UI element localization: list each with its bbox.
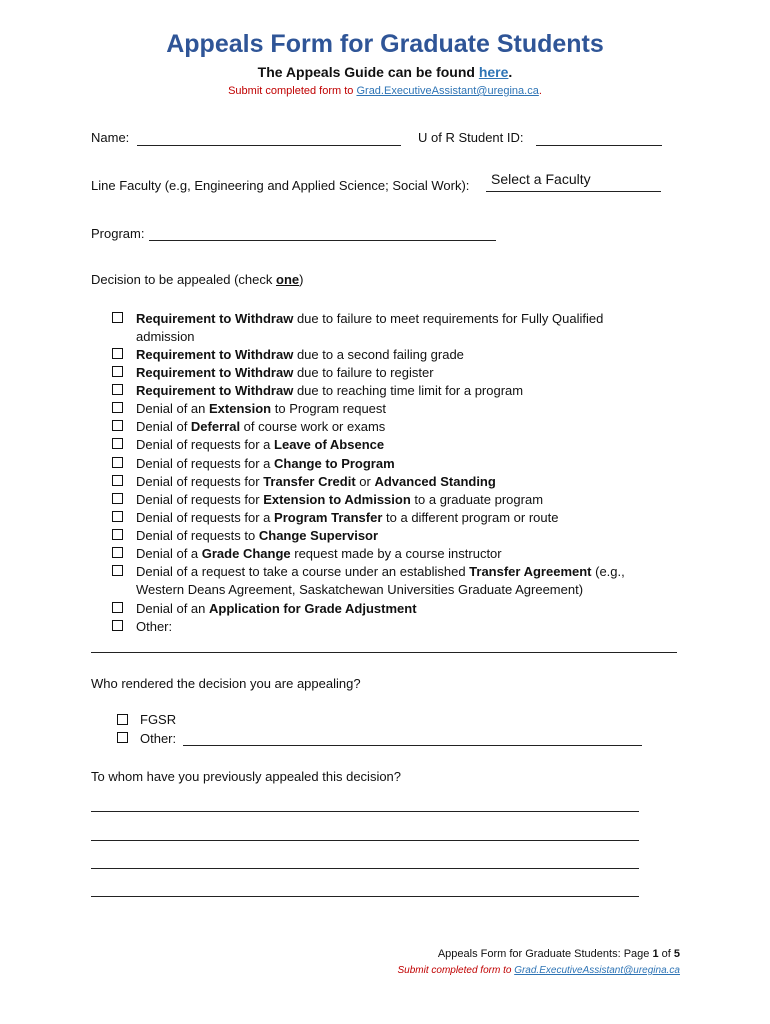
decision-option-post: to Program request (271, 401, 387, 416)
decision-option-bold: Change to Program (274, 456, 395, 471)
decision-option-post: or (355, 474, 375, 489)
decision-checkbox[interactable] (112, 384, 123, 395)
guide-suffix: . (508, 64, 513, 80)
decision-option-post: to a different program or route (382, 510, 559, 525)
student-id-label: U of R Student ID: (418, 130, 524, 145)
decision-option-label (136, 436, 656, 454)
student-id-field[interactable] (536, 145, 662, 146)
decision-option-bold2: Advanced Standing (374, 474, 496, 489)
faculty-label: Line Faculty (e.g, Engineering and Applied Science; Social Work): (91, 178, 470, 193)
decision-checkbox[interactable] (112, 529, 123, 540)
decision-label-emph: one (276, 272, 300, 287)
submit-suffix: . (538, 85, 542, 97)
other-renderer-field[interactable] (183, 745, 642, 746)
decision-option-label (136, 545, 656, 563)
previous-field-line-1[interactable] (91, 811, 639, 812)
decision-option-pre: Denial of requests for (136, 474, 264, 489)
decision-option-label (136, 382, 656, 400)
decision-option-label (136, 563, 656, 599)
decision-option-post: due to a second failing grade (293, 347, 464, 362)
decision-checkbox[interactable] (112, 620, 123, 631)
name-field[interactable] (137, 145, 401, 146)
faculty-underline (486, 191, 661, 192)
other-renderer-checkbox[interactable] (117, 732, 128, 743)
previous-label: To whom have you previously appealed this decision? (91, 769, 402, 784)
decision-option-post: to a graduate program (410, 492, 544, 507)
decision-checkbox[interactable] (112, 511, 123, 522)
fgsr-label: FGSR (140, 712, 177, 727)
decision-checkbox[interactable] (112, 493, 123, 504)
decision-option-label (136, 455, 656, 473)
guide-link[interactable]: here (478, 64, 509, 80)
footer-page-total: 5 (673, 948, 680, 960)
decision-option-bold: Transfer Agreement (469, 564, 592, 579)
decision-option-post: request made by a course instructor (290, 546, 502, 561)
decision-option-bold: Extension (209, 401, 272, 416)
footer-submit (397, 965, 680, 976)
decision-option-post: (e.g., Western Deans Agreement, Saskatchewan Universities Graduate Agreement) (136, 564, 625, 597)
decision-option-bold: Requirement to Withdraw (136, 383, 294, 398)
other-decision-field[interactable] (91, 652, 677, 653)
decision-option-bold: Requirement to Withdraw (136, 365, 294, 380)
decision-checkbox[interactable] (112, 420, 123, 431)
decision-option-label (136, 473, 656, 491)
decision-option-label (136, 346, 656, 364)
name-label: Name: (91, 130, 130, 145)
decision-option-post: due to failure to meet requirements for Fully Qualified admission (136, 311, 604, 344)
submit-text: Submit completed form to (228, 85, 357, 97)
decision-label-text: Decision to be appealed (check (91, 272, 277, 287)
submit-email-link[interactable]: Grad.ExecutiveAssistant@uregina.ca (356, 85, 539, 97)
decision-option-label (136, 364, 656, 382)
fgsr-checkbox[interactable] (117, 714, 128, 725)
footer-page-num: 1 (652, 948, 659, 960)
decision-option-label (136, 509, 656, 527)
decision-option-bold: Requirement to Withdraw (136, 347, 294, 362)
form-title: Appeals Form for Graduate Students (166, 30, 604, 58)
decision-option-label (136, 600, 656, 618)
decision-option-pre: Denial of a (136, 546, 202, 561)
decision-checkbox[interactable] (112, 457, 123, 468)
submit-line (0, 85, 770, 97)
decision-option-bold: Transfer Credit (263, 474, 356, 489)
decision-option-post: due to reaching time limit for a program (293, 383, 524, 398)
decision-option-bold: Change Supervisor (258, 528, 379, 543)
decision-option-pre: Denial of an (136, 601, 209, 616)
decision-option-label (136, 400, 656, 418)
footer-page-of: of (658, 948, 674, 960)
decision-option-pre: Denial of requests for a (136, 437, 275, 452)
decision-option-pre: Denial of requests to (136, 528, 259, 543)
guide-text: The Appeals Guide can be found (257, 64, 479, 80)
guide-line (0, 64, 770, 80)
decision-option-post: due to failure to register (293, 365, 434, 380)
decision-option-label (136, 491, 656, 509)
decision-checkbox[interactable] (112, 366, 123, 377)
footer-page-text: Appeals Form for Graduate Students: Page (437, 948, 653, 960)
decision-checkbox[interactable] (112, 547, 123, 558)
decision-option-bold: Extension to Admission (263, 492, 411, 507)
decision-option-label (136, 618, 656, 636)
decision-label-suffix: ) (299, 272, 304, 287)
decision-option-bold: Deferral (190, 419, 241, 434)
decision-option-label (136, 418, 656, 436)
decision-option-bold: Grade Change (201, 546, 291, 561)
decision-option-pre: Denial of (136, 419, 191, 434)
decision-option-pre: Denial of an (136, 401, 209, 416)
previous-field-line-3[interactable] (91, 868, 639, 869)
program-field[interactable] (149, 240, 496, 241)
decision-option-bold: Program Transfer (274, 510, 383, 525)
faculty-select[interactable]: Select a Faculty (491, 171, 591, 187)
decision-option-pre: Denial of requests for (136, 492, 264, 507)
decision-option-pre: Other: (136, 619, 173, 634)
footer-email-link[interactable]: Grad.ExecutiveAssistant@uregina.ca (514, 965, 680, 976)
decision-option-label (136, 527, 656, 545)
decision-checkbox[interactable] (112, 312, 123, 323)
rendered-label: Who rendered the decision you are appealing? (91, 676, 361, 691)
footer-submit-text: Submit completed form to (397, 965, 515, 976)
decision-option-bold: Application for Grade Adjustment (209, 601, 417, 616)
decision-checkbox[interactable] (112, 348, 123, 359)
program-label: Program: (91, 226, 145, 241)
previous-field-line-4[interactable] (91, 896, 639, 897)
decision-option-pre: Denial of a request to take a course under an established (136, 564, 470, 579)
decision-option-label (136, 310, 656, 346)
decision-option-pre: Denial of requests for a (136, 510, 275, 525)
decision-checkbox[interactable] (112, 438, 123, 449)
decision-label (91, 272, 303, 287)
previous-field-line-2[interactable] (91, 840, 639, 841)
decision-checkbox[interactable] (112, 475, 123, 486)
decision-option-bold: Leave of Absence (274, 437, 385, 452)
decision-option-post: of course work or exams (240, 419, 386, 434)
decision-checkbox[interactable] (112, 602, 123, 613)
decision-option-bold: Requirement to Withdraw (136, 311, 294, 326)
page-footer (438, 948, 680, 960)
decision-option-pre: Denial of requests for a (136, 456, 275, 471)
other-renderer-label: Other: (140, 731, 177, 746)
decision-checkbox[interactable] (112, 402, 123, 413)
decision-checkbox[interactable] (112, 565, 123, 576)
